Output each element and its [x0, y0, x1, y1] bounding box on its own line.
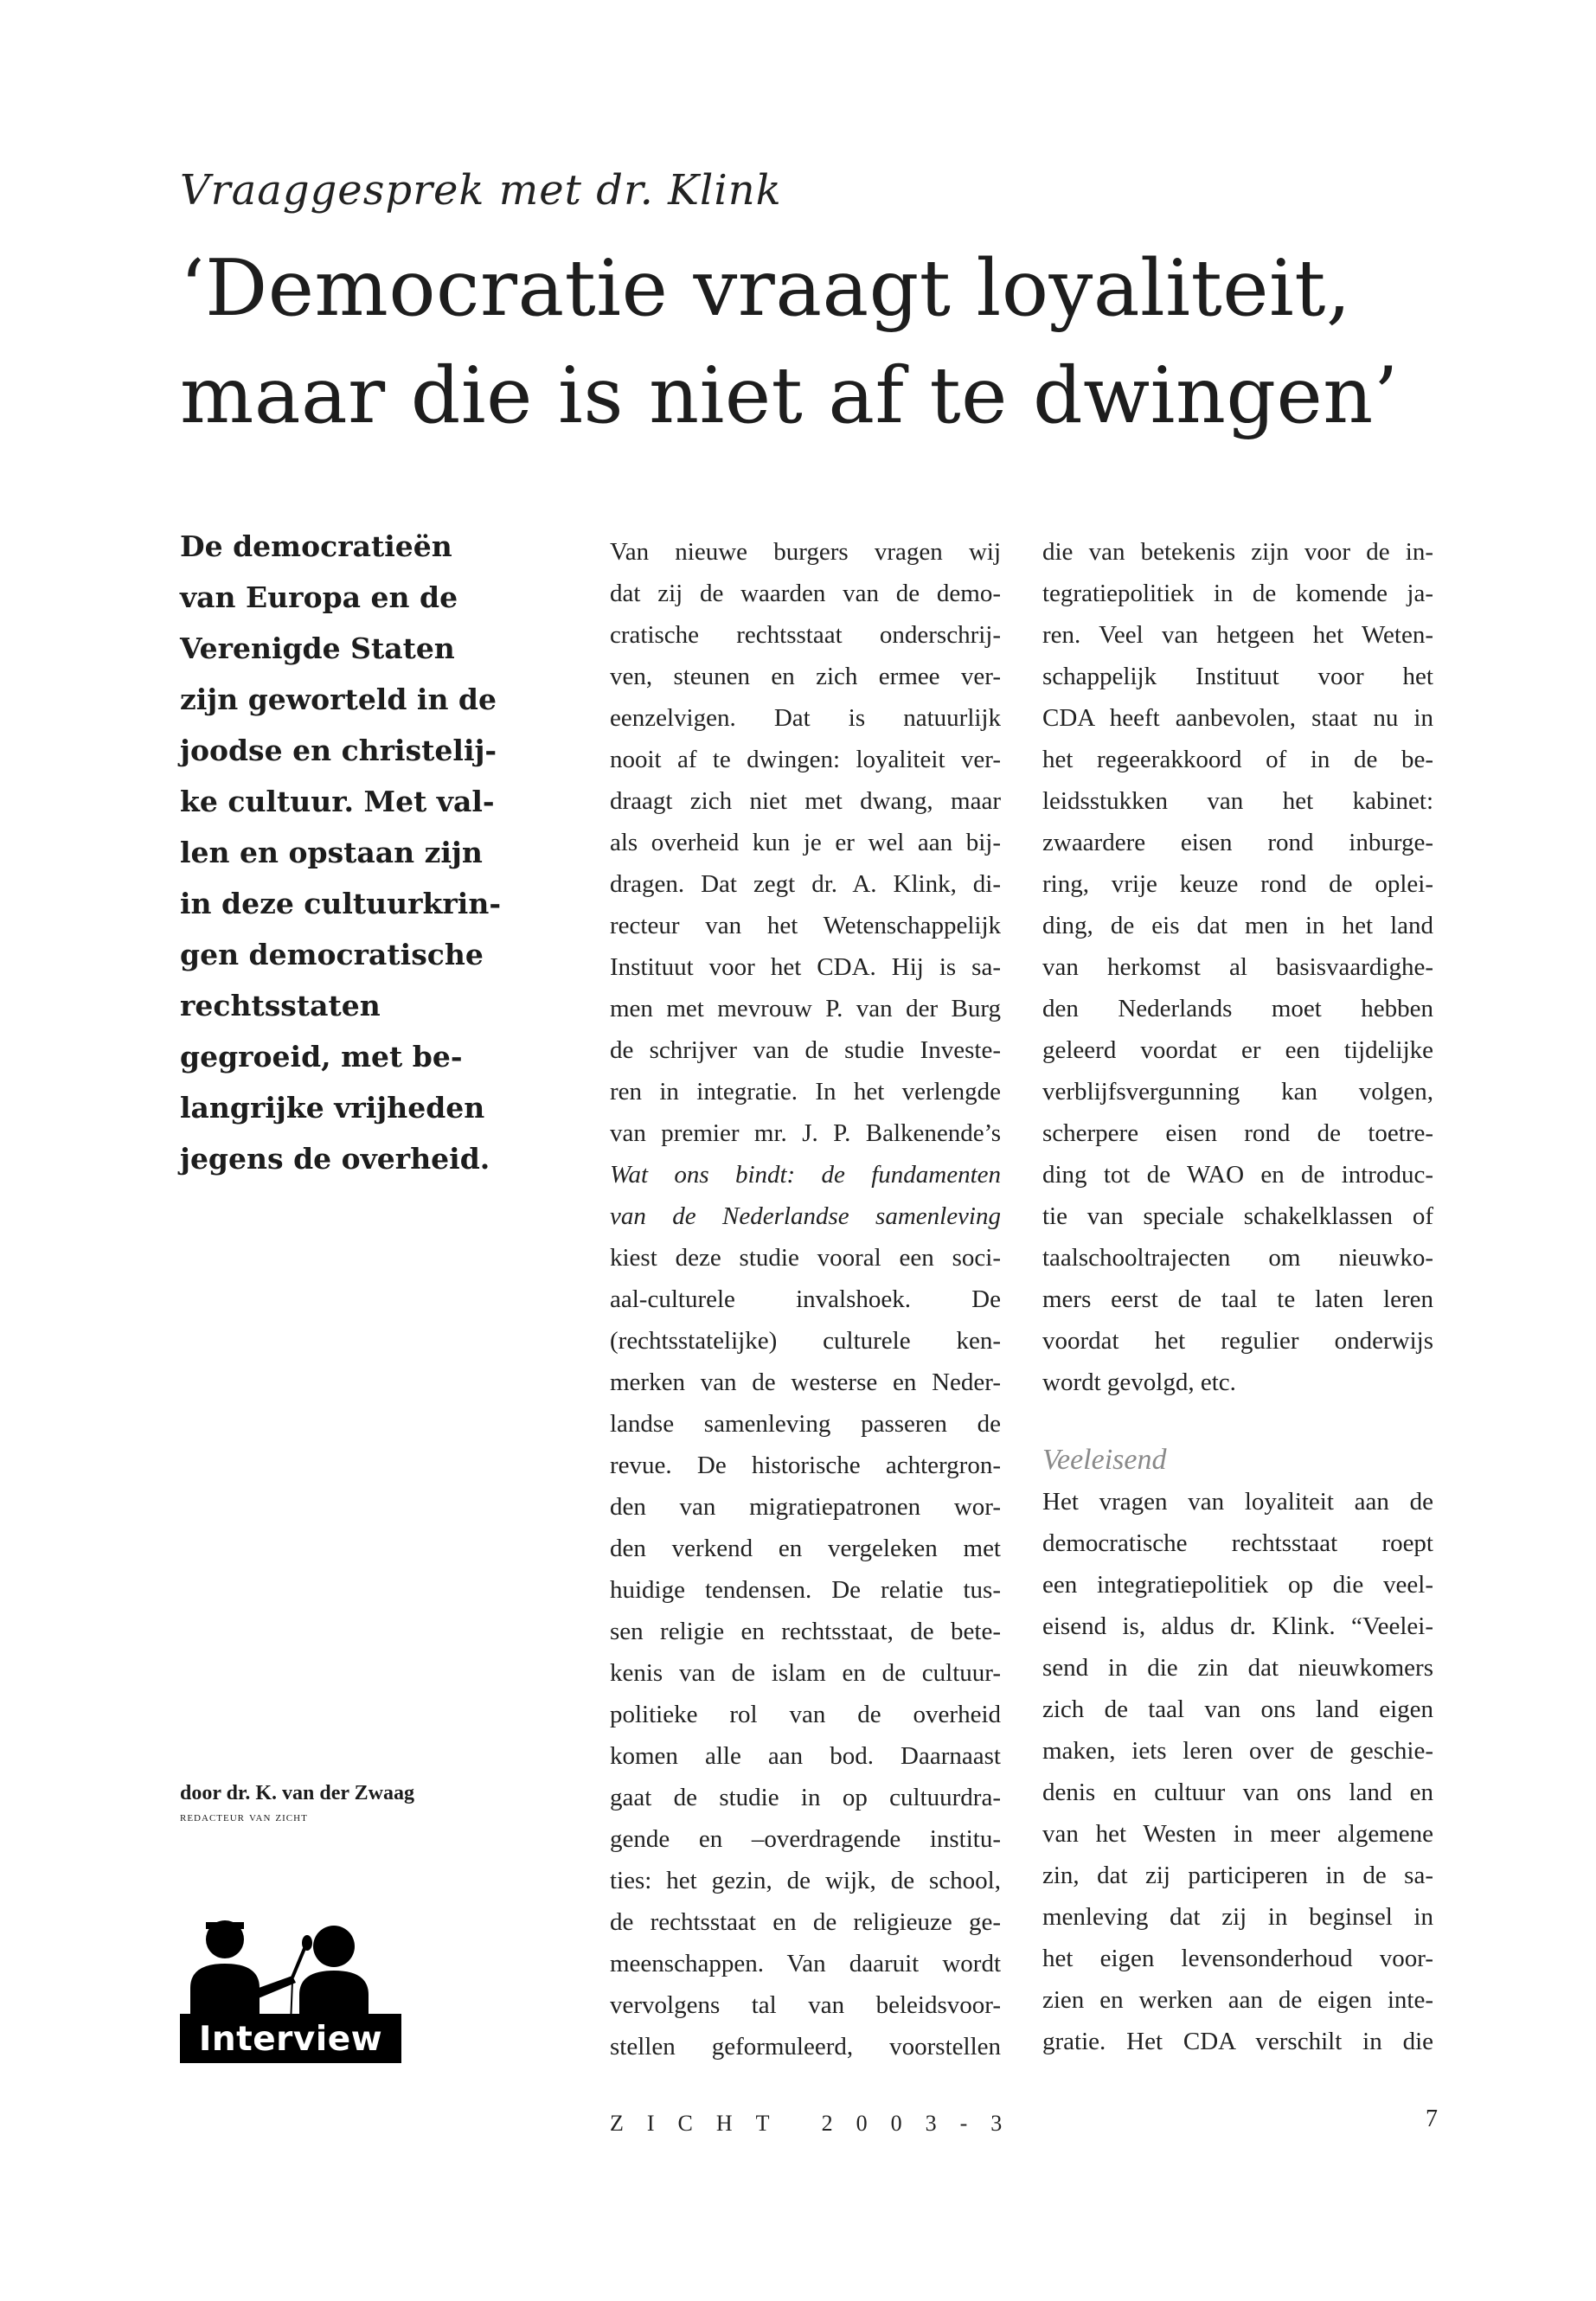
text-line: ding, de eis dat men in het land — [1042, 912, 1433, 939]
byline-role: redacteur van zicht — [180, 1810, 308, 1824]
interview-label: Interview — [180, 2016, 401, 2063]
lead-line: langrijke vrijheden — [180, 1091, 485, 1125]
text-line: zien en werken aan de eigen inte- — [1042, 1986, 1433, 2014]
text-line: landse samenleving passeren de — [610, 1410, 1001, 1438]
lead-paragraph — [180, 521, 509, 1184]
text-line: Instituut voor het CDA. Hij is sa- — [610, 953, 1001, 981]
text-line: ven, steunen en zich ermee ver- — [610, 663, 1001, 690]
byline-author: door dr. K. van der Zwaag — [180, 1782, 414, 1804]
text-line: verblijfsvergunning kan volgen, — [1042, 1078, 1433, 1106]
lead-line: len en opstaan zijn — [180, 836, 483, 869]
lead-line: jegens de overheid. — [180, 1142, 490, 1176]
text-line: geleerd voordat er een tijdelijke — [1042, 1036, 1433, 1064]
text-line: wordt gevolgd, etc. — [1042, 1368, 1236, 1396]
text-line: mers eerst de taal te laten leren — [1042, 1285, 1433, 1313]
text-line: de schrijver van de studie Investe- — [610, 1036, 1001, 1064]
text-line: menleving dat zij in beginsel in — [1042, 1903, 1433, 1931]
text-line: kenis van de islam en de cultuur- — [610, 1659, 1001, 1687]
text-line: gratie. Het CDA verschilt in die — [1042, 2028, 1433, 2055]
text-line: zwaardere eisen rond inburge- — [1042, 829, 1433, 856]
text-line: taalschooltrajecten om nieuwko- — [1042, 1244, 1433, 1272]
text-line: voordat het regulier onderwijs — [1042, 1327, 1433, 1355]
lead-line: joodse en christelij- — [180, 734, 497, 767]
lead-line: rechtsstaten — [180, 989, 381, 1022]
lead-line: gegroeid, met be- — [180, 1040, 463, 1074]
text-line: den Nederlands moet hebben — [1042, 995, 1433, 1022]
text-line: komen alle aan bod. Daarnaast — [610, 1742, 1001, 1770]
text-line: (rechtsstatelijke) culturele ken- — [610, 1327, 1001, 1355]
lead-line: De democratieën — [180, 529, 452, 563]
text-line: recteur van het Wetenschappelijk — [610, 912, 1001, 939]
text-line: gaat de studie in op cultuurdra- — [610, 1784, 1001, 1811]
text-line: ding tot de WAO en de introduc- — [1042, 1161, 1433, 1189]
text-line: maken, iets leren over de geschie- — [1042, 1737, 1433, 1765]
text-line: zin, dat zij participeren in de sa- — [1042, 1862, 1433, 1889]
text-line: het eigen levensonderhoud voor- — [1042, 1945, 1433, 1972]
text-line: meenschappen. Van daaruit wordt — [610, 1950, 1001, 1977]
text-line: sen religie en rechtsstaat, de bete- — [610, 1618, 1001, 1645]
text-line: die van betekenis zijn voor de in- — [1042, 538, 1433, 566]
text-line: ren. Veel van hetgeen het Weten- — [1042, 621, 1433, 649]
text-line: stellen geformuleerd, voorstellen — [610, 2033, 1001, 2061]
text-line: eisend is, aldus dr. Klink. “Veelei- — [1042, 1612, 1433, 1640]
text-line: schappelijk Instituut voor het — [1042, 663, 1433, 690]
text-line: huidige tendensen. De relatie tus- — [610, 1576, 1001, 1604]
text-line: Wat ons bindt: de fundamenten — [610, 1161, 1001, 1189]
interview-icon — [180, 1912, 401, 2024]
text-line: democratische rechtsstaat roept — [1042, 1529, 1433, 1557]
body-column-1 — [610, 531, 1001, 2067]
text-line: nooit af te dwingen: loyaliteit ver- — [610, 746, 1001, 773]
interview-logo — [180, 1912, 401, 2063]
body-column-2 — [1042, 531, 1433, 2062]
text-line: gende en –overdragende institu- — [610, 1825, 1001, 1853]
text-line: men met mevrouw P. van der Burg — [610, 995, 1001, 1022]
text-line: denis en cultuur van ons land en — [1042, 1779, 1433, 1806]
text-line: politieke rol van de overheid — [610, 1701, 1001, 1728]
byline — [180, 1780, 414, 1829]
text-line: den van migratiepatronen wor- — [610, 1493, 1001, 1521]
text-line: vervolgens tal van beleidsvoor- — [610, 1991, 1001, 2019]
text-line: eenzelvigen. Dat is natuurlijk — [610, 704, 1001, 732]
lead-line: van Europa en de — [180, 580, 458, 614]
text-line: dragen. Dat zegt dr. A. Klink, di- — [610, 870, 1001, 898]
text-line: ring, vrije keuze rond de oplei- — [1042, 870, 1433, 898]
text-line: een integratiepolitiek op die veel- — [1042, 1571, 1433, 1599]
text-line: tie van speciale schakelklassen of — [1042, 1202, 1433, 1230]
text-line: send in die zin dat nieuwkomers — [1042, 1654, 1433, 1682]
section-subheading: Veeleisend — [1042, 1444, 1167, 1476]
lead-line: Verenigde Staten — [180, 631, 455, 665]
article-kicker: Vraaggesprek met dr. Klink — [180, 166, 782, 215]
text-line: cratische rechtsstaat onderschrij- — [610, 621, 1001, 649]
lead-line: in deze cultuurkrin- — [180, 887, 502, 920]
text-line: CDA heeft aanbevolen, staat nu in — [1042, 704, 1433, 732]
text-line: ren in integratie. In het verlengde — [610, 1078, 1001, 1106]
text-line: de rechtsstaat en de religieuze ge- — [610, 1908, 1001, 1936]
lead-line: ke cultuur. Met val- — [180, 785, 495, 818]
text-line: merken van de westerse en Neder- — [610, 1368, 1001, 1396]
text-line: leidsstukken van het kabinet: — [1042, 787, 1433, 815]
text-line: Het vragen van loyaliteit aan de — [1042, 1488, 1433, 1516]
text-line: revue. De historische achtergron- — [610, 1452, 1001, 1479]
text-line: den verkend en vergeleken met — [610, 1535, 1001, 1562]
text-line: Van nieuwe burgers vragen wij — [610, 538, 1001, 566]
text-line: als overheid kun je er wel aan bij- — [610, 829, 1001, 856]
lead-line: gen democratische — [180, 938, 484, 971]
lead-line: zijn geworteld in de — [180, 683, 497, 716]
text-line: tegratiepolitiek in de komende ja- — [1042, 580, 1433, 607]
text-line: dat zij de waarden van de demo- — [610, 580, 1001, 607]
text-line: kiest deze studie vooral een soci- — [610, 1244, 1001, 1272]
text-line: van de Nederlandse samenleving — [610, 1202, 1001, 1230]
text-line: van het Westen in meer algemene — [1042, 1820, 1433, 1848]
text-line: scherpere eisen rond de toetre- — [1042, 1119, 1433, 1147]
text-line: draagt zich niet met dwang, maar — [610, 787, 1001, 815]
page-number: 7 — [1426, 2106, 1438, 2132]
text-line: zich de taal van ons land eigen — [1042, 1695, 1433, 1723]
text-line: van premier mr. J. P. Balkenende’s — [610, 1119, 1001, 1147]
paragraph-gap — [1042, 1403, 1433, 1439]
text-line: het regeerakkoord of in de be- — [1042, 746, 1433, 773]
footer-magazine: ZICHT 2003-3 — [610, 2111, 1026, 2136]
article-headline: ‘Democratie vraagt loyaliteit, maar die is niet af te dwingen’ — [180, 243, 1399, 441]
text-line: van herkomst al basisvaardighe- — [1042, 953, 1433, 981]
text-line: aal-culturele invalshoek. De — [610, 1285, 1001, 1313]
text-line: ties: het gezin, de wijk, de school, — [610, 1867, 1001, 1894]
